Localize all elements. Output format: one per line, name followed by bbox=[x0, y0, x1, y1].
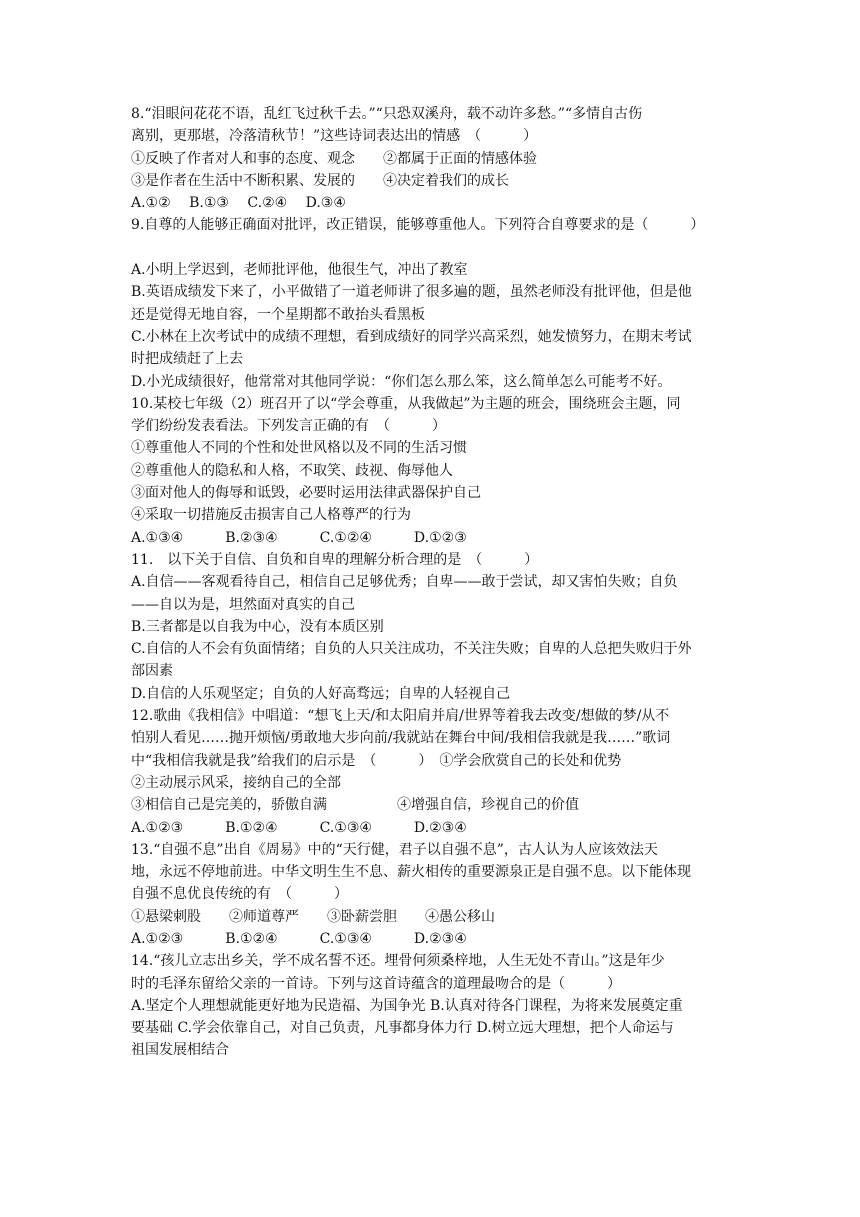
text-line: 11. 以下关于自信、自负和自卑的理解分析合理的是 （ ） bbox=[131, 551, 539, 568]
text-line: ③是作者在生活中不断积累、发展的 ④决定着我们的成长 bbox=[131, 172, 509, 189]
text-line: A.小明上学迟到，老师批评他，他很生气，冲出了教室 bbox=[131, 262, 468, 279]
document-page bbox=[131, 103, 741, 1062]
text-line: A.①③④ B.②③④ C.①②④ D.①②③ bbox=[131, 529, 467, 546]
text-line: A.①②③ B.①②④ C.①③④ D.②③④ bbox=[131, 930, 467, 947]
text-line bbox=[131, 237, 741, 259]
text-line: A.自信——客观看待自己，相信自己足够优秀；自卑——敢于尝试，却又害怕失败；自负 bbox=[131, 574, 678, 591]
text-line: 自强不息优良传统的有 （ ） bbox=[131, 886, 348, 903]
text-line: ④采取一切措施反击损害自己人格尊严的行为 bbox=[131, 507, 411, 524]
text-line: B.三者都是以自我为中心，没有本质区别 bbox=[131, 618, 384, 635]
text-line: 还是觉得无地自容，一个星期都不敢抬头看黑板 bbox=[131, 306, 425, 323]
text-line: 中“我相信我就是我”给我们的启示是 （ ） ①学会欣赏自己的长处和优势 bbox=[131, 752, 622, 769]
text-line: 8.“泪眼问花花不语，乱红飞过秋千去。”“只恐双溪舟，载不动许多愁。”“多情自古伤 bbox=[131, 106, 643, 122]
text-line: ②主动展示风采，接纳自己的全部 bbox=[131, 774, 341, 791]
text-line: 12.歌曲《我相信》中唱道：“想飞上天/和太阳肩并肩/世界等着我去改变/想做的梦/从不 bbox=[131, 708, 670, 725]
text-line: D.小光成绩很好，他常常对其他同学说：“你们怎么那么笨，这么简单怎么可能考不好。 bbox=[131, 373, 672, 390]
text-line: 部因素 bbox=[131, 663, 173, 680]
text-line: ①悬梁刺股 ②师道尊严 ③卧薪尝胆 ④愚公移山 bbox=[131, 908, 495, 925]
text-line: D.自信的人乐观坚定；自负的人好高骛远；自卑的人轻视自己 bbox=[131, 685, 511, 702]
text-line: 时的毛泽东留给父亲的一首诗。下列与这首诗蕴含的道理最吻合的是（ ） bbox=[131, 975, 621, 992]
text-line: 13.“自强不息”出自《周易》中的“天行健，君子以自强不息”，古人认为人应该效法天 bbox=[131, 841, 658, 858]
text-line: ③相信自己是完美的，骄傲自满 ④增强自信，珍视自己的价值 bbox=[131, 797, 579, 814]
text-line: ——自以为是，坦然面对真实的自己 bbox=[131, 596, 355, 613]
text-line: ③面对他人的侮辱和诋毁，必要时运用法律武器保护自己 bbox=[131, 485, 481, 502]
text-line: 9.自尊的人能够正确面对批评，改正错误，能够尊重他人。下列符合自尊要求的是（ ） bbox=[131, 217, 705, 234]
text-line: 地，永远不停地前进。中华文明生生不息、薪火相传的重要源泉正是自强不息。以下能体现 bbox=[131, 864, 691, 881]
text-line: 祖国发展相结合 bbox=[131, 1042, 229, 1059]
text-line: A.①② B.①③ C.②④ D.③④ bbox=[131, 195, 346, 212]
text-line: 离别，更那堪，冷落清秋节！”这些诗词表达出的情感 （ ） bbox=[131, 128, 538, 145]
text-line: C.小林在上次考试中的成绩不理想，看到成绩好的同学兴高采烈，她发愤努力，在期末考试 bbox=[131, 328, 692, 345]
text-line: A.坚定个人理想就能更好地为民造福、为国争光 B.认真对待各门课程，为将来发展奠定重 bbox=[131, 997, 683, 1014]
text-line: ②尊重他人的隐私和人格，不取笑、歧视、侮辱他人 bbox=[131, 462, 453, 479]
text-line: 学们纷纷发表看法。下列发言正确的有 （ ） bbox=[131, 418, 446, 435]
text-line: 时把成绩赶了上去 bbox=[131, 351, 243, 368]
text-line: 怕别人看见……抛开烦恼/勇敢地大步向前/我就站在舞台中间/我相信我就是我……”歌词 bbox=[131, 730, 671, 747]
text-line: C.自信的人不会有负面情绪；自负的人只关注成功，不关注失败；自卑的人总把失败归于外 bbox=[131, 641, 692, 658]
text-line: B.英语成绩发下来了，小平做错了一道老师讲了很多遍的题，虽然老师没有批评他，但是他 bbox=[131, 284, 692, 301]
text-line: 14.“孩儿立志出乡关，学不成名誓不还。埋骨何须桑梓地，人生无处不青山。”这是年少 bbox=[131, 953, 665, 970]
text-line: ①尊重他人不同的个性和处世风格以及不同的生活习惯 bbox=[131, 440, 467, 457]
text-line: A.①②③ B.①②④ C.①③④ D.②③④ bbox=[131, 819, 467, 836]
text-line: 10.某校七年级（2）班召开了以“学会尊重，从我做起”为主题的班会，围绕班会主题，同 bbox=[131, 395, 681, 412]
text-line: 要基础 C.学会依靠自己，对自己负责，凡事都身体力行 D.树立远大理想，把个人命运与 bbox=[131, 1020, 674, 1037]
text-line: ①反映了作者对人和事的态度、观念 ②都属于正面的情感体验 bbox=[131, 150, 537, 167]
